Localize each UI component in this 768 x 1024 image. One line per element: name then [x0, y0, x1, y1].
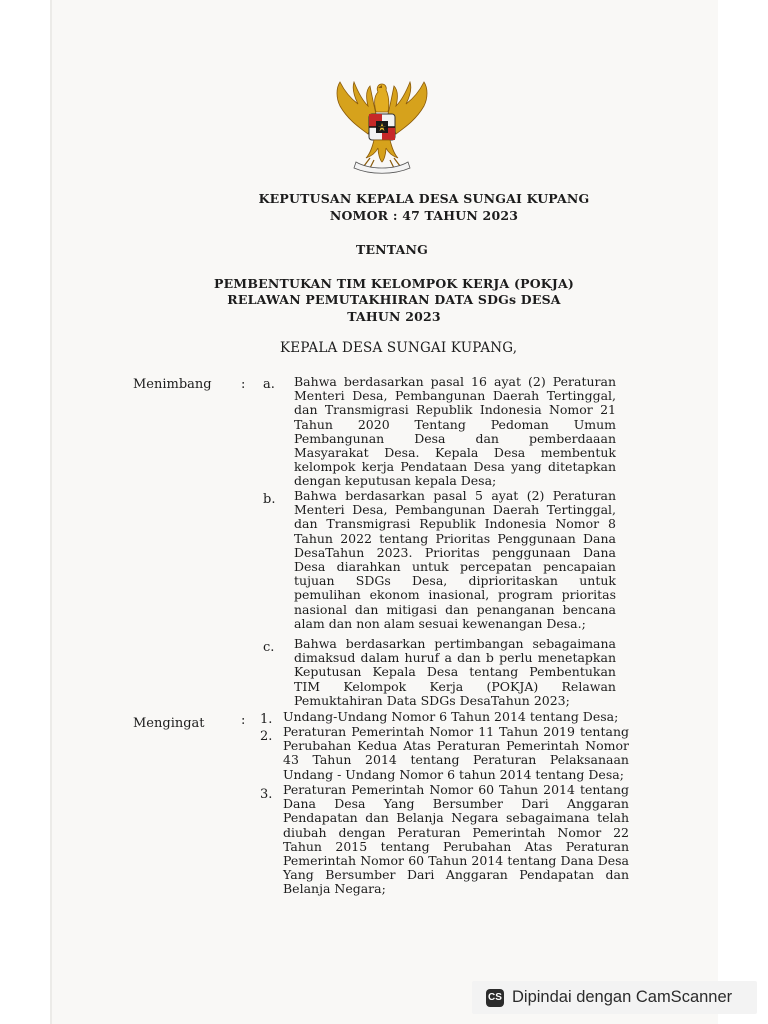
- menimbang-marker-c: c.: [263, 640, 275, 655]
- menimbang-item-b: Bahwa berdasarkan pasal 5 ayat (2) Peraturan Menteri Desa, Pembangunan Daerah Tertinggal, dan Transmigrasi Republik Indonesia Nomor 8 Tahun 2022 tentang Prioritas Penggunaan Dana DesaTahun 2023. Prioritas penggunaan Dana Desa diarahkan untuk percepatan pencapaian tujuan SDGs Desa, diprioritaskan untuk pemulihan ekonom inasional, program prioritas nasional dan mitigasi dan penanganan bencana alam dan non alam sesuai kewenangan Desa.;: [294, 488, 616, 631]
- mengingat-item-2: Peraturan Pemerintah Nomor 11 Tahun 2019 tentang Perubahan Kedua Atas Peraturan Pemerintah Nomor 43 Tahun 2014 tentang Peraturan Pelaksanaan Undang - Undang Nomor 6 tahun 2014 tentang Desa;: [283, 724, 629, 782]
- menimbang-colon: :: [241, 377, 246, 392]
- mengingat-colon: :: [241, 713, 246, 728]
- mengingat-item-1: Undang-Undang Nomor 6 Tahun 2014 tentang Desa;: [283, 709, 619, 724]
- menimbang-marker-b: b.: [263, 492, 276, 507]
- tentang-heading: TENTANG: [355, 242, 429, 257]
- mengingat-item-3: Peraturan Pemerintah Nomor 60 Tahun 2014 tentang Dana Desa Yang Bersumber Dari Anggaran Pendapatan dan Belanja Negara sebagaimana telah diubah dengan Peraturan Pemerintah Nomor 22 Tahun 2015 tentang Perubahan Atas Peraturan Pemerintah Nomor 60 Tahun 2014 tentang Dana Desa Yang Bersumber Dari Anggaran Pendapatan dan Belanja Negara;: [283, 782, 629, 897]
- menimbang-item-c: Bahwa berdasarkan pertimbangan sebagaimana dimaksud dalam huruf a dan b perlu menetapkan Keputusan Kepala Desa tentang Pembentukan TIM Kelompok Kerja (POKJA) Relawan Pemuktahiran Data SDGs DesaTahun 2023;: [294, 636, 616, 708]
- mengingat-marker-3: 3.: [260, 787, 273, 802]
- mengingat-marker-1: 1.: [260, 712, 273, 727]
- camscanner-watermark: [472, 981, 757, 1014]
- subject-line-2: RELAWAN PEMUTAKHIRAN DATA SDGs DESA: [227, 292, 561, 307]
- menimbang-marker-a: a.: [263, 377, 275, 392]
- mengingat-marker-2: 2.: [260, 729, 273, 744]
- menimbang-label: Menimbang: [133, 377, 212, 392]
- subject-line-3: TAHUN 2023: [347, 309, 441, 324]
- decree-title: KEPUTUSAN KEPALA DESA SUNGAI KUPANG: [258, 191, 590, 206]
- menimbang-item-a: Bahwa berdasarkan pasal 16 ayat (2) Peraturan Menteri Desa, Pembangunan Daerah Tertinggal, dan Transmigrasi Republik Indonesia Nomor 21 Tahun 2020 Tentang Pedoman Umum Pembangunan Desa dan pemberdaaan Masyarakat Desa. Kepala Desa membentuk kelompok kerja Pendataan Desa yang ditetapkan dengan keputusan kepala Desa;: [294, 374, 616, 489]
- subject-line-1: PEMBENTUKAN TIM KELOMPOK KERJA (POKJA): [213, 276, 574, 291]
- watermark-text: Dipindai dengan CamScanner: [512, 988, 733, 1006]
- decree-number: NOMOR : 47 TAHUN 2023: [329, 208, 519, 223]
- garuda-pancasila-emblem: [330, 76, 434, 176]
- mengingat-label: Mengingat: [133, 716, 205, 731]
- scan-edge: [50, 0, 52, 1024]
- camscanner-logo-icon: CS: [486, 989, 504, 1007]
- issuer-line: KEPALA DESA SUNGAI KUPANG,: [280, 340, 518, 356]
